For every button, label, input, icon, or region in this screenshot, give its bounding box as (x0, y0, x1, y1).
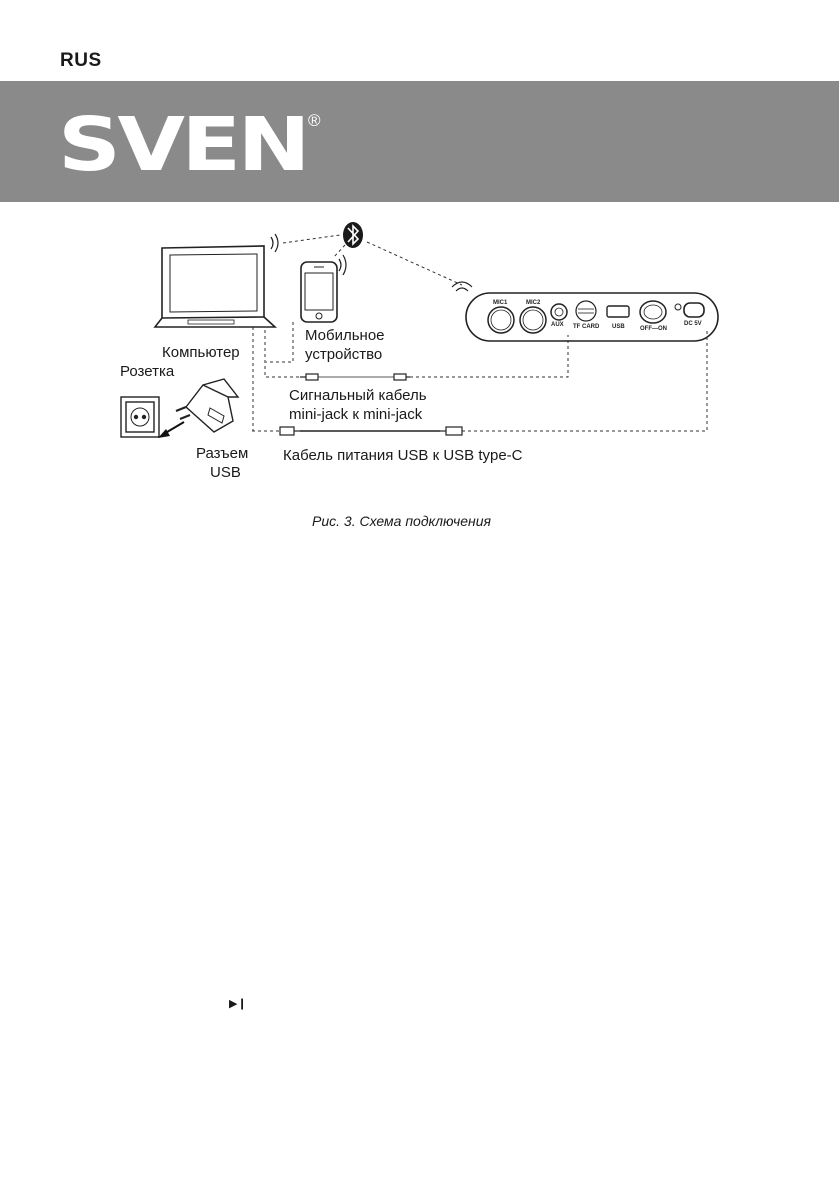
mic1-label: MIC1 (493, 300, 508, 306)
dc-in-label: DC 5V (684, 321, 702, 327)
play-pause-icon: ▶❙ (229, 998, 247, 1010)
figure-caption: Рис. 3. Схема подключения (312, 513, 491, 529)
logo-text: SVEN (58, 102, 308, 188)
smartphone-illustration (301, 262, 337, 322)
mini-jack-cable (300, 374, 410, 380)
speaker-back-panel (466, 293, 718, 341)
usb-connector-label-line2: USB (210, 464, 241, 481)
aux-label: AUX (551, 322, 564, 328)
mic2-label: MIC2 (526, 300, 541, 306)
socket-label: Розетка (120, 363, 175, 380)
signal-cable-label-line2: mini-jack к mini-jack (289, 406, 423, 423)
usb-charger-illustration (176, 379, 238, 432)
language-code: RUS (60, 50, 102, 71)
power-switch-label: OFF—ON (640, 326, 667, 332)
signal-cable-label-line1: Сигнальный кабель (289, 387, 427, 404)
sven-logo (58, 102, 338, 188)
registered-mark: ® (308, 111, 321, 130)
usb-connector-label-line1: Разъем (196, 445, 249, 462)
mobile-label-line2: устройство (305, 346, 383, 363)
power-cable-label: Кабель питания USB к USB type-C (283, 447, 523, 464)
usb-power-cable (280, 427, 462, 435)
arrow-icon (158, 422, 184, 438)
usb-port-label: USB (612, 324, 625, 330)
bluetooth-icon (343, 222, 363, 248)
wireless-signal-icon (452, 282, 472, 291)
wireless-signal-icon (339, 255, 346, 275)
mobile-label-line1: Мобильное (305, 327, 385, 344)
computer-label: Компьютер (162, 344, 240, 361)
tf-card-label: TF CARD (573, 324, 600, 330)
wall-socket-illustration (121, 397, 159, 437)
brand-banner (0, 81, 839, 202)
laptop-illustration (155, 246, 275, 327)
wireless-signal-icon (271, 234, 278, 252)
